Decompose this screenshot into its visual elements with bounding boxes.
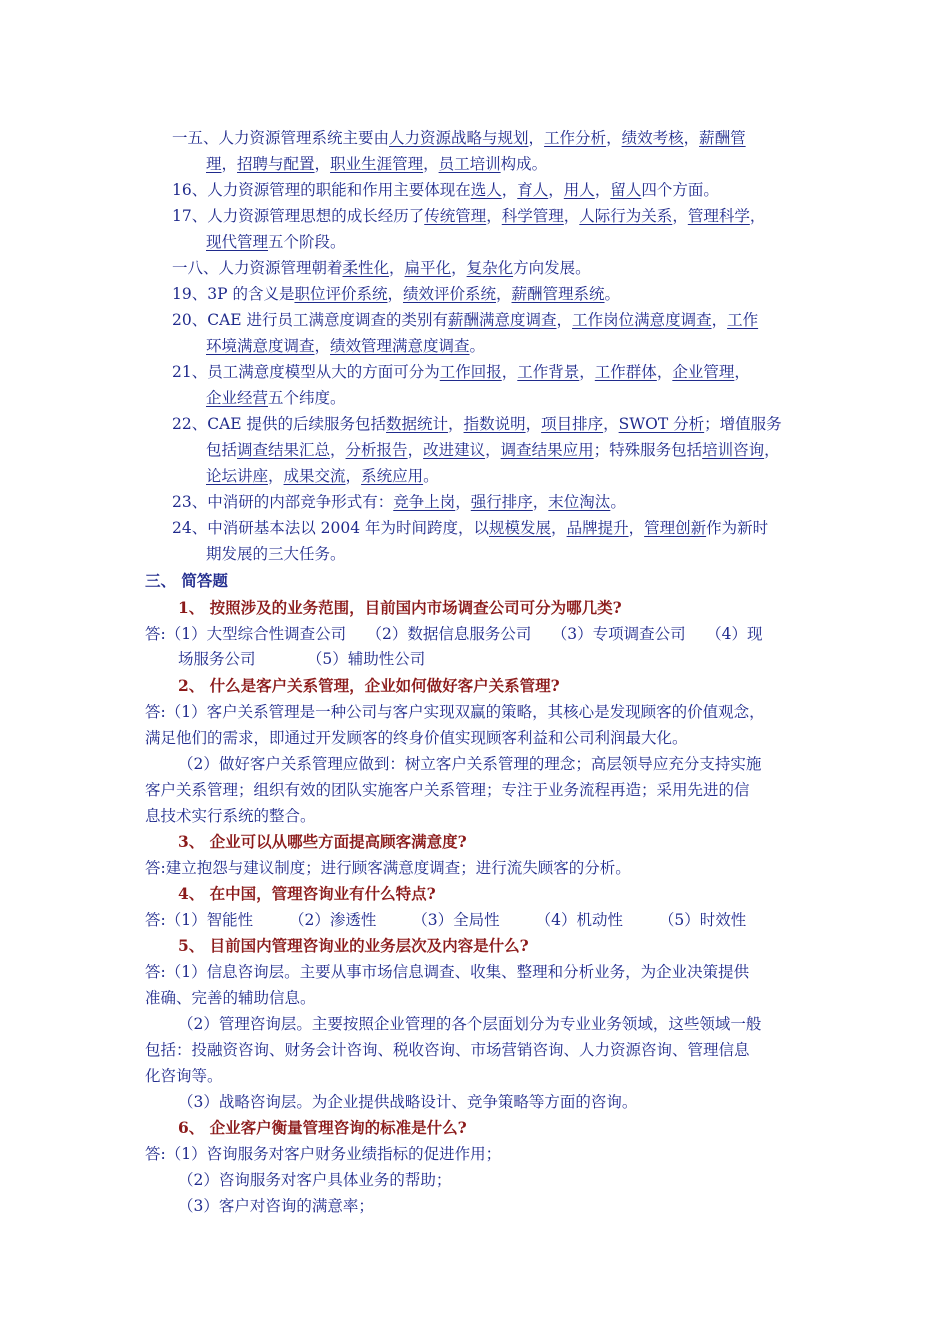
question-text: 一五、人力资源管理系统主要由 (172, 129, 390, 147)
answer-6-line-2: （2）咨询服务对客户具体业务的帮助； (178, 1171, 452, 1189)
question-text: ；特殊服务包括 (593, 441, 703, 459)
question-text: ， (628, 519, 645, 537)
question-text: ， (389, 259, 405, 277)
answer-1-line-1: 答:（1）大型综合性调查公司 （2）数据信息服务公司 （3）专项调查公司 （4）现 (145, 625, 763, 643)
answer-2-line-5: 息技术实行系统的整合。 (145, 807, 316, 825)
question-text: 21、员工满意度模型从大的方面可分为 (172, 363, 440, 381)
answer-blank: 管理创新 (644, 519, 707, 537)
answer-blank: 工作 (727, 311, 759, 329)
question-2: 2、 什么是客户关系管理，企业如何做好客户关系管理? (178, 676, 560, 695)
answer-blank: 强行排序 (470, 493, 533, 511)
fill-item-18 (172, 257, 591, 279)
question-text: ， (603, 415, 619, 433)
answer-blank: 管理科学 (687, 207, 750, 225)
answer-5-line-4: 包括：投融资咨询、财务会计咨询、税收咨询、市场营销咨询、人力资源咨询、管理信息 (145, 1041, 750, 1059)
question-text: 。 (610, 493, 626, 511)
fill-item-20-cont (206, 335, 485, 357)
fill-item-19 (172, 283, 620, 305)
answer-blank: 工作回报 (439, 363, 502, 381)
question-text: ， (345, 467, 362, 485)
answer-blank: 绩效评价系统 (402, 285, 496, 303)
answer-3: 答:建立抱怨与建议制度；进行顾客满意度调查；进行流失顾客的分析。 (145, 859, 631, 877)
question-text: 19、3P 的含义是 (172, 285, 295, 303)
fill-item-21-cont (206, 387, 346, 409)
question-text: 16、人力资源管理的职能和作用主要体现在 (172, 181, 471, 199)
question-text: ， (672, 207, 688, 225)
answer-6-line-3: （3）客户对咨询的满意率； (178, 1197, 374, 1215)
answer-blank: 品牌提升 (566, 519, 629, 537)
answer-blank: 科学管理 (501, 207, 564, 225)
question-text: ， (556, 311, 573, 329)
answer-blank: 用人 (563, 181, 595, 199)
question-text: ， (496, 285, 512, 303)
question-text: ；增值服务 (704, 415, 782, 433)
question-text: ， (563, 207, 580, 225)
fill-item-15-cont (206, 153, 547, 175)
question-text: 23、中消研的内部竞争形式有： (172, 493, 394, 511)
fill-item-20 (172, 309, 758, 331)
question-text: 24、中消研基本法以 2004 年为时间跨度，以 (172, 519, 490, 537)
question-text: 一八、人力资源管理朝着 (172, 259, 343, 277)
question-6: 6、 企业客户衡量管理咨询的标准是什么? (178, 1118, 467, 1137)
answer-blank: 招聘与配置 (237, 155, 315, 173)
question-text: ， (221, 155, 238, 173)
fill-item-17 (172, 205, 765, 227)
answer-2-line-1: 答:（1）客户关系管理是一种公司与客户实现双赢的策略，其核心是发现顾客的价值观念， (145, 703, 765, 721)
question-text: ， (594, 181, 611, 199)
answer-blank: 竞争上岗 (393, 493, 456, 511)
fill-item-17-cont (206, 231, 346, 253)
answer-1-line-2: 场服务公司 （5）辅助性公司 (178, 650, 426, 668)
answer-blank: 指数说明 (463, 415, 526, 433)
question-text: ， (407, 441, 424, 459)
question-text: ， (656, 363, 673, 381)
section-title: 三、 简答题 (145, 571, 228, 590)
question-text: 构成。 (500, 155, 548, 173)
fill-item-22 (172, 413, 782, 435)
question-text: ， (532, 493, 549, 511)
answer-blank: 柔性化 (342, 259, 390, 277)
answer-blank: SWOT 分析 (618, 415, 705, 433)
question-text: 。 (604, 285, 621, 303)
answer-blank: 员工培训 (438, 155, 501, 173)
question-text: ， (606, 129, 622, 147)
question-text: ， (314, 337, 331, 355)
answer-2-line-3: （2）做好客户关系管理应做到：树立客户关系管理的理念；高层领导应充分支持实施 (178, 755, 762, 773)
question-text: ， (268, 467, 284, 485)
answer-blank: 薪酬管 (699, 129, 746, 147)
question-text: ， (551, 519, 567, 537)
question-text: ， (764, 441, 780, 459)
fill-item-16 (172, 179, 719, 201)
answer-5-line-3: （2）管理咨询层。主要按照企业管理的各个层面划分为专业业务领域，这些领域一般 (178, 1015, 762, 1033)
answer-blank: 复杂化 (466, 259, 514, 277)
question-text: 包括 (206, 441, 238, 459)
question-text: 。 (423, 467, 439, 485)
answer-blank: 改进建议 (423, 441, 486, 459)
question-text: ， (455, 493, 471, 511)
answer-blank: 传统管理 (424, 207, 487, 225)
question-text: ， (579, 363, 595, 381)
question-text: ， (501, 181, 518, 199)
fill-item-22-cont (206, 439, 780, 461)
question-text: ， (501, 363, 518, 381)
answer-blank: 职位评价系统 (294, 285, 388, 303)
answer-blank: 职业生涯管理 (330, 155, 424, 173)
answer-blank: 工作背景 (517, 363, 580, 381)
fill-item-15 (172, 127, 746, 149)
answer-blank: 系统应用 (361, 467, 424, 485)
answer-2-line-2: 满足他们的需求，即通过开发顾客的终身价值实现顾客利益和公司利润最大化。 (145, 729, 688, 747)
answer-blank: 选人 (470, 181, 502, 199)
answer-blank: 理 (206, 155, 222, 173)
question-3: 3、 企业可以从哪些方面提高顾客满意度? (178, 832, 467, 851)
question-text: ， (734, 363, 750, 381)
answer-blank: 成果交流 (283, 467, 346, 485)
question-text: 期发展的三大任务。 (206, 545, 346, 563)
answer-blank: 工作群体 (594, 363, 657, 381)
answer-blank: 人际行为关系 (579, 207, 673, 225)
answer-blank: 末位淘汰 (548, 493, 611, 511)
answer-blank: 绩效管理满意度调查 (330, 337, 470, 355)
question-text: 四个方面。 (641, 181, 719, 199)
answer-blank: 企业经营 (206, 389, 269, 407)
answer-5-line-2: 准确、完善的辅助信息。 (145, 989, 316, 1007)
question-1: 1、 按照涉及的业务范围，目前国内市场调查公司可分为哪几类? (178, 598, 622, 617)
answer-blank: 规模发展 (489, 519, 552, 537)
question-text: 作为新时 (706, 519, 769, 537)
question-text: ， (528, 129, 545, 147)
answer-blank: 论坛讲座 (206, 467, 269, 485)
answer-blank: 培训咨询 (702, 441, 765, 459)
question-text: 五个纬度。 (268, 389, 346, 407)
answer-blank: 调查结果应用 (500, 441, 594, 459)
question-text: ， (330, 441, 346, 459)
fill-item-22-cont2 (206, 465, 439, 487)
question-text: 五个阶段。 (268, 233, 346, 251)
answer-blank: 扁平化 (404, 259, 452, 277)
answer-6-line-1: 答:（1）咨询服务对客户财务业绩指标的促进作用； (145, 1145, 502, 1163)
question-text: ， (683, 129, 700, 147)
question-text: ， (485, 441, 501, 459)
question-text: ， (525, 415, 542, 433)
question-text: 17、人力资源管理思想的成长经历了 (172, 207, 425, 225)
answer-5-line-6: （3）战略咨询层。为企业提供战略设计、竞争策略等方面的咨询。 (178, 1093, 638, 1111)
answer-blank: 工作岗位满意度调查 (572, 311, 712, 329)
question-text: ， (711, 311, 728, 329)
answer-blank: 环境满意度调查 (206, 337, 315, 355)
answer-blank: 薪酬管理系统 (511, 285, 605, 303)
answer-blank: 企业管理 (672, 363, 735, 381)
answer-blank: 现代管理 (206, 233, 269, 251)
question-4: 4、 在中国，管理咨询业有什么特点? (178, 884, 436, 903)
answer-blank: 工作分析 (544, 129, 607, 147)
question-text: 。 (469, 337, 486, 355)
question-text: 22、CAE 提供的后续服务包括 (172, 415, 387, 433)
answer-blank: 数据统计 (386, 415, 449, 433)
answer-blank: 薪酬满意度调查 (448, 311, 557, 329)
answer-4: 答:（1）智能性 （2）渗透性 （3）全局性 （4）机动性 （5）时效性 (145, 911, 747, 929)
fill-item-21 (172, 361, 750, 383)
answer-blank: 绩效考核 (621, 129, 684, 147)
answer-blank: 调查结果汇总 (237, 441, 331, 459)
question-text: 20、CAE 进行员工满意度调查的类别有 (172, 311, 449, 329)
answer-2-line-4: 客户关系管理；组织有效的团队实施客户关系管理；专注于业务流程再造；采用先进的信 (145, 781, 750, 799)
answer-blank: 人力资源战略与规划 (389, 129, 529, 147)
question-text: ， (486, 207, 502, 225)
question-text: ， (548, 181, 564, 199)
answer-blank: 留人 (610, 181, 642, 199)
question-text: ， (423, 155, 439, 173)
answer-blank: 项目排序 (541, 415, 604, 433)
fill-item-24 (172, 517, 768, 539)
question-text: ， (387, 285, 403, 303)
question-text: 方向发展。 (513, 259, 591, 277)
answer-blank: 育人 (517, 181, 549, 199)
question-5: 5、 目前国内管理咨询业的业务层次及内容是什么? (178, 936, 529, 955)
fill-item-23 (172, 491, 626, 513)
answer-5-line-1: 答:（1）信息咨询层。主要从事市场信息调查、收集、整理和分析业务，为企业决策提供 (145, 963, 750, 981)
question-text: ， (448, 415, 464, 433)
answer-5-line-5: 化咨询等。 (145, 1067, 223, 1085)
question-text: ， (749, 207, 766, 225)
answer-blank: 分析报告 (345, 441, 408, 459)
question-text: ， (451, 259, 467, 277)
fill-item-24-cont (206, 543, 346, 565)
question-text: ， (314, 155, 331, 173)
